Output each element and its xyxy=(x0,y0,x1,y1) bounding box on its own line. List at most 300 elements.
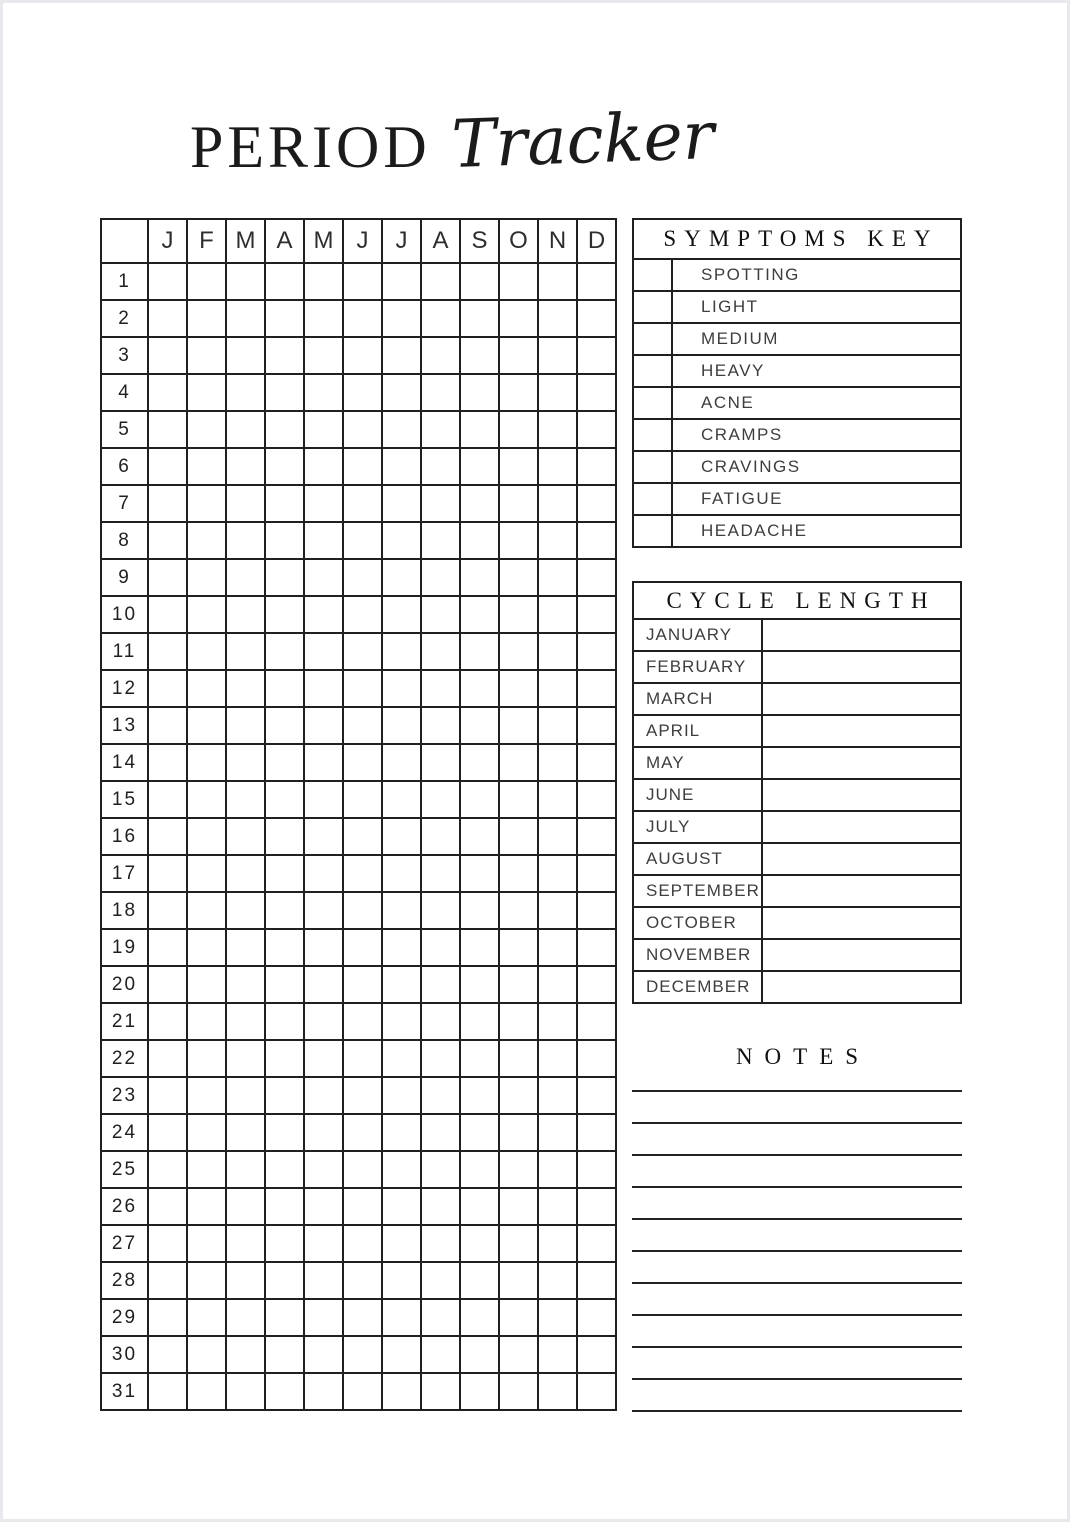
grid-cell-day18-m3[interactable] xyxy=(226,892,265,929)
note-line[interactable] xyxy=(632,1314,962,1316)
grid-cell-day3-m7[interactable] xyxy=(382,337,421,374)
grid-cell-day31-m11[interactable] xyxy=(538,1373,577,1410)
grid-cell-day1-m9[interactable] xyxy=(460,263,499,300)
grid-cell-day4-m7[interactable] xyxy=(382,374,421,411)
grid-cell-day15-m5[interactable] xyxy=(304,781,343,818)
grid-cell-day14-m5[interactable] xyxy=(304,744,343,781)
grid-cell-day4-m2[interactable] xyxy=(187,374,226,411)
grid-cell-day3-m1[interactable] xyxy=(148,337,187,374)
grid-cell-day16-m1[interactable] xyxy=(148,818,187,855)
grid-cell-day30-m6[interactable] xyxy=(343,1336,382,1373)
grid-cell-day17-m6[interactable] xyxy=(343,855,382,892)
grid-cell-day7-m3[interactable] xyxy=(226,485,265,522)
grid-cell-day8-m8[interactable] xyxy=(421,522,460,559)
grid-cell-day1-m2[interactable] xyxy=(187,263,226,300)
grid-cell-day27-m8[interactable] xyxy=(421,1225,460,1262)
grid-cell-day13-m3[interactable] xyxy=(226,707,265,744)
grid-cell-day15-m9[interactable] xyxy=(460,781,499,818)
grid-cell-day15-m3[interactable] xyxy=(226,781,265,818)
grid-cell-day1-m4[interactable] xyxy=(265,263,304,300)
grid-cell-day20-m3[interactable] xyxy=(226,966,265,1003)
grid-cell-day21-m8[interactable] xyxy=(421,1003,460,1040)
grid-cell-day29-m6[interactable] xyxy=(343,1299,382,1336)
grid-cell-day13-m2[interactable] xyxy=(187,707,226,744)
grid-cell-day22-m5[interactable] xyxy=(304,1040,343,1077)
grid-cell-day16-m5[interactable] xyxy=(304,818,343,855)
grid-cell-day4-m4[interactable] xyxy=(265,374,304,411)
grid-cell-day28-m5[interactable] xyxy=(304,1262,343,1299)
grid-cell-day7-m2[interactable] xyxy=(187,485,226,522)
grid-cell-day31-m10[interactable] xyxy=(499,1373,538,1410)
grid-cell-day2-m4[interactable] xyxy=(265,300,304,337)
grid-cell-day25-m12[interactable] xyxy=(577,1151,616,1188)
grid-cell-day1-m12[interactable] xyxy=(577,263,616,300)
grid-cell-day19-m9[interactable] xyxy=(460,929,499,966)
grid-cell-day4-m3[interactable] xyxy=(226,374,265,411)
note-line[interactable] xyxy=(632,1218,962,1220)
grid-cell-day6-m7[interactable] xyxy=(382,448,421,485)
grid-cell-day29-m5[interactable] xyxy=(304,1299,343,1336)
grid-cell-day26-m11[interactable] xyxy=(538,1188,577,1225)
grid-cell-day23-m6[interactable] xyxy=(343,1077,382,1114)
grid-cell-day31-m8[interactable] xyxy=(421,1373,460,1410)
grid-cell-day22-m10[interactable] xyxy=(499,1040,538,1077)
grid-cell-day19-m8[interactable] xyxy=(421,929,460,966)
grid-cell-day31-m9[interactable] xyxy=(460,1373,499,1410)
grid-cell-day25-m5[interactable] xyxy=(304,1151,343,1188)
grid-cell-day23-m9[interactable] xyxy=(460,1077,499,1114)
grid-cell-day17-m8[interactable] xyxy=(421,855,460,892)
grid-cell-day8-m12[interactable] xyxy=(577,522,616,559)
grid-cell-day12-m8[interactable] xyxy=(421,670,460,707)
grid-cell-day8-m3[interactable] xyxy=(226,522,265,559)
grid-cell-day8-m6[interactable] xyxy=(343,522,382,559)
grid-cell-day11-m7[interactable] xyxy=(382,633,421,670)
symptom-color-box[interactable] xyxy=(634,260,673,290)
grid-cell-day23-m4[interactable] xyxy=(265,1077,304,1114)
grid-cell-day13-m11[interactable] xyxy=(538,707,577,744)
grid-cell-day14-m7[interactable] xyxy=(382,744,421,781)
grid-cell-day21-m9[interactable] xyxy=(460,1003,499,1040)
grid-cell-day30-m8[interactable] xyxy=(421,1336,460,1373)
grid-cell-day30-m2[interactable] xyxy=(187,1336,226,1373)
grid-cell-day10-m9[interactable] xyxy=(460,596,499,633)
grid-cell-day17-m7[interactable] xyxy=(382,855,421,892)
grid-cell-day16-m9[interactable] xyxy=(460,818,499,855)
grid-cell-day31-m7[interactable] xyxy=(382,1373,421,1410)
grid-cell-day18-m5[interactable] xyxy=(304,892,343,929)
grid-cell-day16-m12[interactable] xyxy=(577,818,616,855)
grid-cell-day11-m9[interactable] xyxy=(460,633,499,670)
grid-cell-day4-m6[interactable] xyxy=(343,374,382,411)
grid-cell-day15-m1[interactable] xyxy=(148,781,187,818)
grid-cell-day17-m3[interactable] xyxy=(226,855,265,892)
cycle-length-value-cell[interactable] xyxy=(763,716,960,746)
grid-cell-day17-m10[interactable] xyxy=(499,855,538,892)
grid-cell-day13-m10[interactable] xyxy=(499,707,538,744)
grid-cell-day29-m12[interactable] xyxy=(577,1299,616,1336)
grid-cell-day9-m9[interactable] xyxy=(460,559,499,596)
grid-cell-day17-m9[interactable] xyxy=(460,855,499,892)
grid-cell-day2-m5[interactable] xyxy=(304,300,343,337)
grid-cell-day20-m9[interactable] xyxy=(460,966,499,1003)
grid-cell-day12-m5[interactable] xyxy=(304,670,343,707)
grid-cell-day2-m8[interactable] xyxy=(421,300,460,337)
grid-cell-day26-m3[interactable] xyxy=(226,1188,265,1225)
grid-cell-day6-m3[interactable] xyxy=(226,448,265,485)
grid-cell-day13-m7[interactable] xyxy=(382,707,421,744)
grid-cell-day19-m2[interactable] xyxy=(187,929,226,966)
symptom-color-box[interactable] xyxy=(634,388,673,418)
grid-cell-day23-m1[interactable] xyxy=(148,1077,187,1114)
symptom-color-box[interactable] xyxy=(634,420,673,450)
grid-cell-day5-m9[interactable] xyxy=(460,411,499,448)
grid-cell-day7-m1[interactable] xyxy=(148,485,187,522)
grid-cell-day14-m8[interactable] xyxy=(421,744,460,781)
grid-cell-day25-m7[interactable] xyxy=(382,1151,421,1188)
grid-cell-day26-m8[interactable] xyxy=(421,1188,460,1225)
grid-cell-day18-m11[interactable] xyxy=(538,892,577,929)
grid-cell-day31-m2[interactable] xyxy=(187,1373,226,1410)
grid-cell-day24-m6[interactable] xyxy=(343,1114,382,1151)
grid-cell-day22-m7[interactable] xyxy=(382,1040,421,1077)
grid-cell-day8-m11[interactable] xyxy=(538,522,577,559)
cycle-length-value-cell[interactable] xyxy=(763,844,960,874)
grid-cell-day5-m10[interactable] xyxy=(499,411,538,448)
grid-cell-day27-m2[interactable] xyxy=(187,1225,226,1262)
grid-cell-day27-m1[interactable] xyxy=(148,1225,187,1262)
grid-cell-day30-m5[interactable] xyxy=(304,1336,343,1373)
cycle-length-value-cell[interactable] xyxy=(763,780,960,810)
grid-cell-day8-m4[interactable] xyxy=(265,522,304,559)
note-line[interactable] xyxy=(632,1346,962,1348)
grid-cell-day16-m10[interactable] xyxy=(499,818,538,855)
grid-cell-day12-m4[interactable] xyxy=(265,670,304,707)
grid-cell-day26-m2[interactable] xyxy=(187,1188,226,1225)
grid-cell-day8-m5[interactable] xyxy=(304,522,343,559)
grid-cell-day17-m12[interactable] xyxy=(577,855,616,892)
grid-cell-day24-m7[interactable] xyxy=(382,1114,421,1151)
grid-cell-day23-m11[interactable] xyxy=(538,1077,577,1114)
grid-cell-day18-m8[interactable] xyxy=(421,892,460,929)
grid-cell-day20-m1[interactable] xyxy=(148,966,187,1003)
grid-cell-day19-m7[interactable] xyxy=(382,929,421,966)
grid-cell-day22-m12[interactable] xyxy=(577,1040,616,1077)
grid-cell-day10-m5[interactable] xyxy=(304,596,343,633)
grid-cell-day9-m8[interactable] xyxy=(421,559,460,596)
grid-cell-day31-m3[interactable] xyxy=(226,1373,265,1410)
grid-cell-day3-m11[interactable] xyxy=(538,337,577,374)
grid-cell-day3-m9[interactable] xyxy=(460,337,499,374)
grid-cell-day18-m6[interactable] xyxy=(343,892,382,929)
grid-cell-day1-m1[interactable] xyxy=(148,263,187,300)
grid-cell-day6-m6[interactable] xyxy=(343,448,382,485)
grid-cell-day14-m9[interactable] xyxy=(460,744,499,781)
grid-cell-day25-m6[interactable] xyxy=(343,1151,382,1188)
grid-cell-day6-m10[interactable] xyxy=(499,448,538,485)
grid-cell-day11-m4[interactable] xyxy=(265,633,304,670)
grid-cell-day9-m7[interactable] xyxy=(382,559,421,596)
grid-cell-day10-m3[interactable] xyxy=(226,596,265,633)
cycle-length-value-cell[interactable] xyxy=(763,812,960,842)
grid-cell-day17-m2[interactable] xyxy=(187,855,226,892)
grid-cell-day7-m9[interactable] xyxy=(460,485,499,522)
grid-cell-day10-m6[interactable] xyxy=(343,596,382,633)
grid-cell-day11-m5[interactable] xyxy=(304,633,343,670)
cycle-length-value-cell[interactable] xyxy=(763,972,960,1002)
grid-cell-day20-m8[interactable] xyxy=(421,966,460,1003)
grid-cell-day9-m1[interactable] xyxy=(148,559,187,596)
grid-cell-day22-m4[interactable] xyxy=(265,1040,304,1077)
grid-cell-day24-m11[interactable] xyxy=(538,1114,577,1151)
grid-cell-day26-m7[interactable] xyxy=(382,1188,421,1225)
grid-cell-day10-m2[interactable] xyxy=(187,596,226,633)
grid-cell-day12-m10[interactable] xyxy=(499,670,538,707)
grid-cell-day9-m6[interactable] xyxy=(343,559,382,596)
grid-cell-day18-m10[interactable] xyxy=(499,892,538,929)
grid-cell-day3-m5[interactable] xyxy=(304,337,343,374)
grid-cell-day27-m7[interactable] xyxy=(382,1225,421,1262)
grid-cell-day12-m1[interactable] xyxy=(148,670,187,707)
grid-cell-day3-m4[interactable] xyxy=(265,337,304,374)
grid-cell-day20-m11[interactable] xyxy=(538,966,577,1003)
grid-cell-day5-m5[interactable] xyxy=(304,411,343,448)
symptom-color-box[interactable] xyxy=(634,324,673,354)
grid-cell-day21-m3[interactable] xyxy=(226,1003,265,1040)
grid-cell-day15-m8[interactable] xyxy=(421,781,460,818)
grid-cell-day27-m5[interactable] xyxy=(304,1225,343,1262)
grid-cell-day21-m11[interactable] xyxy=(538,1003,577,1040)
grid-cell-day31-m1[interactable] xyxy=(148,1373,187,1410)
grid-cell-day20-m4[interactable] xyxy=(265,966,304,1003)
symptom-color-box[interactable] xyxy=(634,452,673,482)
grid-cell-day11-m12[interactable] xyxy=(577,633,616,670)
grid-cell-day9-m11[interactable] xyxy=(538,559,577,596)
grid-cell-day12-m12[interactable] xyxy=(577,670,616,707)
grid-cell-day9-m3[interactable] xyxy=(226,559,265,596)
grid-cell-day1-m10[interactable] xyxy=(499,263,538,300)
grid-cell-day20-m6[interactable] xyxy=(343,966,382,1003)
grid-cell-day18-m12[interactable] xyxy=(577,892,616,929)
note-line[interactable] xyxy=(632,1090,962,1092)
grid-cell-day4-m9[interactable] xyxy=(460,374,499,411)
grid-cell-day25-m3[interactable] xyxy=(226,1151,265,1188)
grid-cell-day17-m4[interactable] xyxy=(265,855,304,892)
grid-cell-day8-m10[interactable] xyxy=(499,522,538,559)
grid-cell-day7-m7[interactable] xyxy=(382,485,421,522)
note-line[interactable] xyxy=(632,1282,962,1284)
grid-cell-day28-m9[interactable] xyxy=(460,1262,499,1299)
grid-cell-day26-m10[interactable] xyxy=(499,1188,538,1225)
grid-cell-day13-m1[interactable] xyxy=(148,707,187,744)
grid-cell-day27-m10[interactable] xyxy=(499,1225,538,1262)
grid-cell-day5-m3[interactable] xyxy=(226,411,265,448)
grid-cell-day13-m6[interactable] xyxy=(343,707,382,744)
grid-cell-day28-m4[interactable] xyxy=(265,1262,304,1299)
grid-cell-day21-m4[interactable] xyxy=(265,1003,304,1040)
grid-cell-day5-m12[interactable] xyxy=(577,411,616,448)
note-line[interactable] xyxy=(632,1122,962,1124)
grid-cell-day6-m1[interactable] xyxy=(148,448,187,485)
grid-cell-day31-m5[interactable] xyxy=(304,1373,343,1410)
grid-cell-day6-m4[interactable] xyxy=(265,448,304,485)
grid-cell-day20-m7[interactable] xyxy=(382,966,421,1003)
grid-cell-day11-m1[interactable] xyxy=(148,633,187,670)
grid-cell-day25-m11[interactable] xyxy=(538,1151,577,1188)
grid-cell-day26-m4[interactable] xyxy=(265,1188,304,1225)
grid-cell-day21-m5[interactable] xyxy=(304,1003,343,1040)
grid-cell-day4-m1[interactable] xyxy=(148,374,187,411)
grid-cell-day18-m1[interactable] xyxy=(148,892,187,929)
grid-cell-day28-m10[interactable] xyxy=(499,1262,538,1299)
grid-cell-day12-m2[interactable] xyxy=(187,670,226,707)
grid-cell-day25-m10[interactable] xyxy=(499,1151,538,1188)
grid-cell-day16-m6[interactable] xyxy=(343,818,382,855)
grid-cell-day15-m11[interactable] xyxy=(538,781,577,818)
grid-cell-day12-m6[interactable] xyxy=(343,670,382,707)
grid-cell-day28-m12[interactable] xyxy=(577,1262,616,1299)
grid-cell-day22-m9[interactable] xyxy=(460,1040,499,1077)
grid-cell-day10-m7[interactable] xyxy=(382,596,421,633)
grid-cell-day15-m12[interactable] xyxy=(577,781,616,818)
grid-cell-day18-m7[interactable] xyxy=(382,892,421,929)
grid-cell-day12-m3[interactable] xyxy=(226,670,265,707)
grid-cell-day5-m1[interactable] xyxy=(148,411,187,448)
grid-cell-day25-m8[interactable] xyxy=(421,1151,460,1188)
grid-cell-day5-m2[interactable] xyxy=(187,411,226,448)
grid-cell-day16-m2[interactable] xyxy=(187,818,226,855)
grid-cell-day14-m12[interactable] xyxy=(577,744,616,781)
grid-cell-day21-m2[interactable] xyxy=(187,1003,226,1040)
symptom-color-box[interactable] xyxy=(634,484,673,514)
grid-cell-day19-m10[interactable] xyxy=(499,929,538,966)
grid-cell-day19-m11[interactable] xyxy=(538,929,577,966)
grid-cell-day23-m2[interactable] xyxy=(187,1077,226,1114)
grid-cell-day12-m9[interactable] xyxy=(460,670,499,707)
grid-cell-day20-m5[interactable] xyxy=(304,966,343,1003)
grid-cell-day27-m3[interactable] xyxy=(226,1225,265,1262)
grid-cell-day1-m3[interactable] xyxy=(226,263,265,300)
grid-cell-day21-m7[interactable] xyxy=(382,1003,421,1040)
grid-cell-day9-m4[interactable] xyxy=(265,559,304,596)
grid-cell-day22-m8[interactable] xyxy=(421,1040,460,1077)
grid-cell-day13-m5[interactable] xyxy=(304,707,343,744)
grid-cell-day19-m12[interactable] xyxy=(577,929,616,966)
grid-cell-day24-m8[interactable] xyxy=(421,1114,460,1151)
grid-cell-day16-m11[interactable] xyxy=(538,818,577,855)
grid-cell-day25-m2[interactable] xyxy=(187,1151,226,1188)
grid-cell-day31-m4[interactable] xyxy=(265,1373,304,1410)
grid-cell-day23-m3[interactable] xyxy=(226,1077,265,1114)
grid-cell-day7-m12[interactable] xyxy=(577,485,616,522)
grid-cell-day11-m2[interactable] xyxy=(187,633,226,670)
grid-cell-day7-m10[interactable] xyxy=(499,485,538,522)
grid-cell-day24-m12[interactable] xyxy=(577,1114,616,1151)
grid-cell-day23-m10[interactable] xyxy=(499,1077,538,1114)
grid-cell-day28-m11[interactable] xyxy=(538,1262,577,1299)
grid-cell-day13-m9[interactable] xyxy=(460,707,499,744)
grid-cell-day7-m4[interactable] xyxy=(265,485,304,522)
grid-cell-day3-m3[interactable] xyxy=(226,337,265,374)
grid-cell-day4-m5[interactable] xyxy=(304,374,343,411)
grid-cell-day14-m3[interactable] xyxy=(226,744,265,781)
grid-cell-day19-m4[interactable] xyxy=(265,929,304,966)
note-line[interactable] xyxy=(632,1186,962,1188)
grid-cell-day28-m1[interactable] xyxy=(148,1262,187,1299)
grid-cell-day1-m6[interactable] xyxy=(343,263,382,300)
grid-cell-day29-m9[interactable] xyxy=(460,1299,499,1336)
grid-cell-day28-m8[interactable] xyxy=(421,1262,460,1299)
grid-cell-day11-m8[interactable] xyxy=(421,633,460,670)
grid-cell-day16-m8[interactable] xyxy=(421,818,460,855)
grid-cell-day22-m11[interactable] xyxy=(538,1040,577,1077)
grid-cell-day10-m4[interactable] xyxy=(265,596,304,633)
grid-cell-day8-m7[interactable] xyxy=(382,522,421,559)
grid-cell-day31-m12[interactable] xyxy=(577,1373,616,1410)
grid-cell-day8-m1[interactable] xyxy=(148,522,187,559)
grid-cell-day24-m2[interactable] xyxy=(187,1114,226,1151)
grid-cell-day28-m7[interactable] xyxy=(382,1262,421,1299)
grid-cell-day11-m11[interactable] xyxy=(538,633,577,670)
grid-cell-day31-m6[interactable] xyxy=(343,1373,382,1410)
grid-cell-day16-m3[interactable] xyxy=(226,818,265,855)
cycle-length-value-cell[interactable] xyxy=(763,652,960,682)
grid-cell-day20-m12[interactable] xyxy=(577,966,616,1003)
grid-cell-day19-m6[interactable] xyxy=(343,929,382,966)
grid-cell-day4-m10[interactable] xyxy=(499,374,538,411)
grid-cell-day19-m1[interactable] xyxy=(148,929,187,966)
grid-cell-day16-m4[interactable] xyxy=(265,818,304,855)
grid-cell-day27-m12[interactable] xyxy=(577,1225,616,1262)
grid-cell-day21-m12[interactable] xyxy=(577,1003,616,1040)
grid-cell-day29-m11[interactable] xyxy=(538,1299,577,1336)
note-line[interactable] xyxy=(632,1410,962,1412)
cycle-length-value-cell[interactable] xyxy=(763,620,960,650)
grid-cell-day25-m4[interactable] xyxy=(265,1151,304,1188)
grid-cell-day5-m4[interactable] xyxy=(265,411,304,448)
grid-cell-day17-m1[interactable] xyxy=(148,855,187,892)
grid-cell-day3-m6[interactable] xyxy=(343,337,382,374)
grid-cell-day21-m6[interactable] xyxy=(343,1003,382,1040)
symptom-color-box[interactable] xyxy=(634,516,673,546)
grid-cell-day15-m10[interactable] xyxy=(499,781,538,818)
grid-cell-day24-m1[interactable] xyxy=(148,1114,187,1151)
grid-cell-day15-m4[interactable] xyxy=(265,781,304,818)
grid-cell-day22-m3[interactable] xyxy=(226,1040,265,1077)
grid-cell-day18-m9[interactable] xyxy=(460,892,499,929)
grid-cell-day9-m10[interactable] xyxy=(499,559,538,596)
grid-cell-day27-m9[interactable] xyxy=(460,1225,499,1262)
grid-cell-day4-m12[interactable] xyxy=(577,374,616,411)
grid-cell-day2-m6[interactable] xyxy=(343,300,382,337)
grid-cell-day8-m9[interactable] xyxy=(460,522,499,559)
grid-cell-day11-m6[interactable] xyxy=(343,633,382,670)
grid-cell-day18-m4[interactable] xyxy=(265,892,304,929)
grid-cell-day1-m11[interactable] xyxy=(538,263,577,300)
grid-cell-day7-m11[interactable] xyxy=(538,485,577,522)
grid-cell-day14-m10[interactable] xyxy=(499,744,538,781)
grid-cell-day22-m6[interactable] xyxy=(343,1040,382,1077)
grid-cell-day18-m2[interactable] xyxy=(187,892,226,929)
grid-cell-day20-m2[interactable] xyxy=(187,966,226,1003)
grid-cell-day13-m12[interactable] xyxy=(577,707,616,744)
grid-cell-day29-m10[interactable] xyxy=(499,1299,538,1336)
grid-cell-day6-m11[interactable] xyxy=(538,448,577,485)
grid-cell-day19-m3[interactable] xyxy=(226,929,265,966)
cycle-length-value-cell[interactable] xyxy=(763,748,960,778)
grid-cell-day6-m8[interactable] xyxy=(421,448,460,485)
grid-cell-day23-m5[interactable] xyxy=(304,1077,343,1114)
